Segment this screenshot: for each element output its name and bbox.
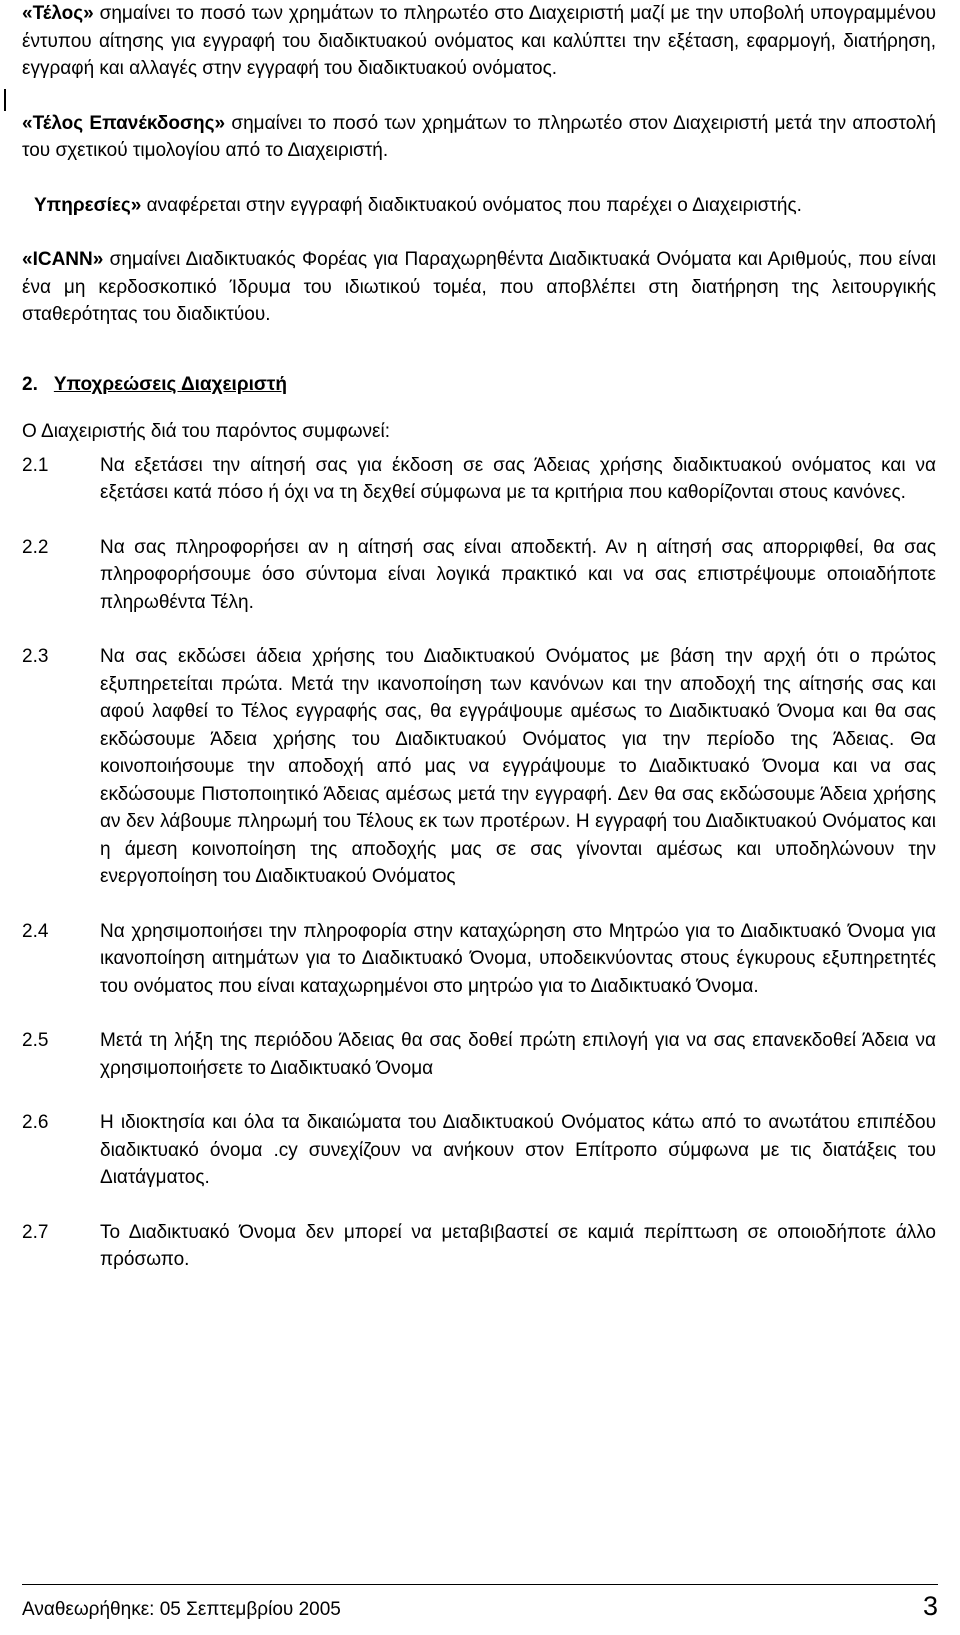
clause-text: Να χρησιμοποιήσει την πληροφορία στην καταχώρηση στο Μητρώο για το Διαδικτυακό Όνομα για ικανοποίηση αιτημάτων για το Διαδικτυακό Όνομα, υποδεικνύοντας στους έγκυρους εξυπηρετητές του ονόματος που είναι καταχωρημένοι στο μητρώο για το Διαδικτυακό Όνομα. xyxy=(100,920,936,997)
clause-2-1 xyxy=(22,452,936,507)
clause-number: 2.5 xyxy=(22,1030,49,1051)
definition-term: «Τέλος» xyxy=(22,3,94,24)
clause-2-4 xyxy=(22,918,936,1001)
clause-number: 2.6 xyxy=(22,1112,49,1133)
definition-term: Υπηρεσίες» xyxy=(34,194,142,216)
definition-text: σημαίνει το ποσό των χρημάτων το πληρωτέο στον Διαχειριστή μετά την αποστολή του σχετικού τιμολογίου από το Διαχειριστή. xyxy=(22,112,937,161)
document-page xyxy=(22,0,936,1274)
clause-2-2 xyxy=(22,534,936,617)
page-number: 3 xyxy=(922,1591,938,1621)
section-title: Υποχρεώσεις Διαχειριστή xyxy=(53,373,287,395)
clause-number: 2.4 xyxy=(22,920,49,942)
clause-2-6 xyxy=(22,1109,936,1192)
clause-text: Το Διαδικτυακό Όνομα δεν μπορεί να μεταβιβαστεί σε καμιά περίπτωση σε οποιοδήποτε άλλο πρόσωπο. xyxy=(100,1221,936,1270)
clause-text: Η ιδιοκτησία και όλα τα δικαιώματα του Διαδικτυακού Ονόματος κάτω από το ανωτάτου επιπέδου διαδικτυακό όνομα .cy συνεχίζουν να ανήκουν στον Επίτροπο σύμφωνα με τις διατάξεις του Διατάγματος. xyxy=(100,1112,936,1188)
clause-2-3 xyxy=(22,643,936,891)
definition-icann xyxy=(22,246,936,329)
section-heading xyxy=(22,371,936,399)
section-number: 2. xyxy=(22,373,38,395)
page-footer xyxy=(22,1593,938,1621)
clause-number: 2.1 xyxy=(22,454,49,476)
clause-text: Να εξετάσει την αίτησή σας για έκδοση σε σας Άδειας χρήσης διαδικτυακού ονόματος και να εξετάσει κατά πόσο ή όχι να τη δεχθεί σύμφωνα με τα κριτήρια που καθορίζονται στους κανόνες. xyxy=(100,454,936,503)
definition-term: «Τέλος Επανέκδοσης» xyxy=(22,112,226,134)
revision-change-bar xyxy=(4,89,6,111)
definition-text: σημαίνει Διαδικτυακός Φορέας για Παραχωρηθέντα Διαδικτυακά Ονόματα και Αριθμούς, που είναι ένα μη κερδοσκοπικό Ίδρυμα του ιδιωτικού τομέα, που αποβλέπει στη διατήρηση της λειτουργικής σταθερότητας του διαδικτύου. xyxy=(22,249,936,325)
clause-text: Να σας πληροφορήσει αν η αίτησή σας είναι αποδεκτή. Αν η αίτησή σας απορριφθεί, θα σας πληροφορήσουμε όσο σύντομα είναι λογικά πρακτικό και να σας επιστρέψουμε οποιαδήποτε πληρωθέντα Τέλη. xyxy=(100,536,936,613)
definition-text: σημαίνει το ποσό των χρημάτων το πληρωτέο στο Διαχειριστή μαζί με την υποβολή υπογραμμένου έντυπου αίτησης για εγγραφή του διαδικτυακού ονόματος και καλύπτει την εξέταση, εφαρμογή, διατήρηση, εγγραφή και αλλαγές στην εγγραφή του διαδικτυακού ονόματος. xyxy=(22,3,936,79)
clause-2-7 xyxy=(22,1219,936,1274)
definition-fee xyxy=(22,0,936,83)
clause-text: Να σας εκδώσει άδεια χρήσης του Διαδικτυακού Ονόματος με βάση την αρχή ότι ο πρώτος εξυπηρετείται πρώτα. Μετά την ικανοποίηση των κανόνων και την αποδοχή της αίτησής σας και αφού λαφθεί το Τέλος εγγραφής σας, θα εγγράψουμε αμέσως το Διαδικτυακό Όνομα και θα σας εκδώσουμε Άδεια χρήσης του Διαδικτυακού Ονόματος για την περίοδο της Άδειας. Θα κοινοποιήσουμε την αποδοχή από μας να εγγράψουμε το Διαδικτυακό Όνομα και να σας εκδώσουμε Πιστοποιητικό Άδειας αμέσως μετά την εγγραφή. Δεν θα σας εκδώσουμε Άδεια χρήσης αν δεν λάβουμε πληρωμή του Τέλους εκ των προτέρων. Η εγγραφή του Διαδικτυακού Ονόματος και η άμεση κοινοποίηση της αποδοχής μας σε σας γίνονται αμέσως και υποδηλώνουν την ενεργοποίηση του Διαδικτυακού Ονόματος xyxy=(100,646,936,887)
clause-number: 2.2 xyxy=(22,536,49,558)
footer-divider xyxy=(22,1584,938,1585)
definition-reissue-fee xyxy=(22,110,936,165)
section-intro: Ο Διαχειριστής διά του παρόντος συμφωνεί: xyxy=(22,421,390,442)
clause-number: 2.3 xyxy=(22,646,49,667)
definition-services xyxy=(22,192,936,220)
clause-text: Μετά τη λήξη της περιόδου Άδειας θα σας δοθεί πρώτη επιλογή για να σας επανεκδοθεί Άδεια να χρησιμοποιήσετε το Διαδικτυακό Όνομα xyxy=(100,1030,936,1079)
clause-number: 2.7 xyxy=(22,1221,49,1243)
definition-term: «ICANN» xyxy=(22,249,104,270)
definition-text: αναφέρεται στην εγγραφή διαδικτυακού ονόματος που παρέχει ο Διαχειριστής. xyxy=(141,194,802,216)
clause-2-5 xyxy=(22,1027,936,1082)
revision-date: Αναθεωρήθηκε: 05 Σεπτεμβρίου 2005 xyxy=(22,1599,341,1620)
